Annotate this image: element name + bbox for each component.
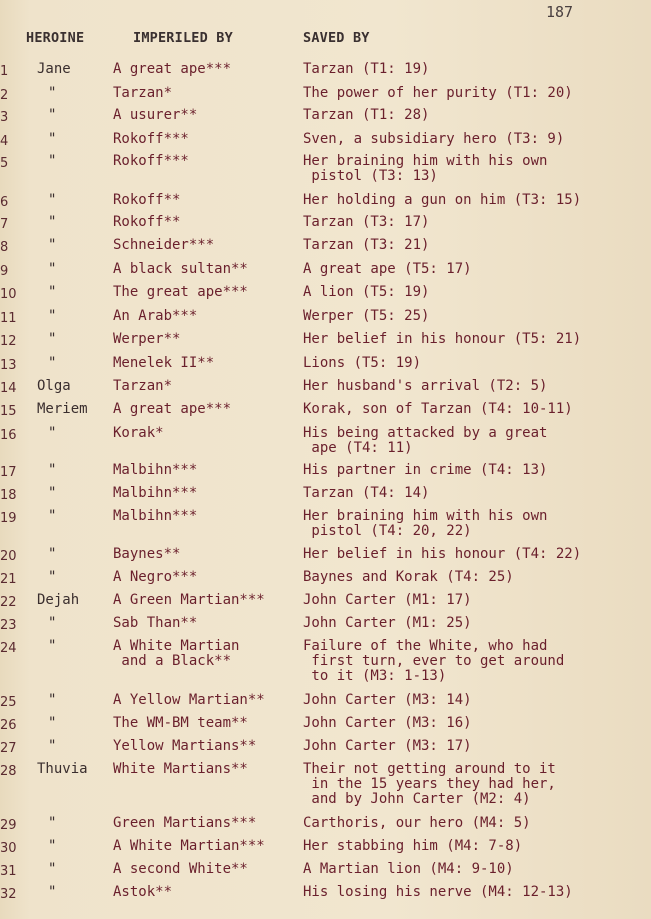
saved-by-cell: His being attacked by a great ape (T4: 11) (303, 425, 548, 456)
imperiled-by-cell: Malbihn*** (113, 508, 198, 524)
col-header-saved-by: SAVED BY (303, 30, 370, 46)
row-number: 30 (0, 841, 17, 856)
heroine-cell: Thuvia (37, 761, 88, 777)
imperiled-by-cell: Rokoff*** (113, 153, 189, 169)
imperiled-by-cell: Korak* (113, 425, 164, 441)
saved-by-cell: John Carter (M3: 14) (303, 692, 472, 708)
imperiled-by-cell: Malbihn*** (113, 462, 198, 478)
imperiled-by-cell: Werper** (113, 331, 181, 347)
heroine-cell: " (48, 107, 57, 123)
imperiled-by-cell: A second White** (113, 861, 248, 877)
saved-by-cell: A great ape (T5: 17) (303, 261, 472, 277)
heroine-cell: " (48, 131, 57, 147)
imperiled-by-cell: A White Martian*** (113, 838, 265, 854)
heroine-cell: " (48, 308, 57, 324)
row-number: 9 (0, 264, 9, 279)
row-number: 24 (0, 641, 17, 656)
saved-by-cell: John Carter (M3: 16) (303, 715, 472, 731)
row-number: 22 (0, 595, 17, 610)
heroine-cell: " (48, 237, 57, 253)
row-number: 11 (0, 311, 17, 326)
heroine-cell: " (48, 261, 57, 277)
col-header-heroine: HEROINE (26, 30, 85, 46)
imperiled-by-cell: Tarzan* (113, 85, 173, 101)
saved-by-cell: Their not getting around to it in the 15 years they had her, and by John Carter (M2: 4) (303, 761, 556, 807)
saved-by-cell: Korak, son of Tarzan (T4: 10-11) (303, 401, 573, 417)
saved-by-cell: John Carter (M1: 17) (303, 592, 472, 608)
imperiled-by-cell: A Negro*** (113, 569, 198, 585)
saved-by-cell: Tarzan (T4: 14) (303, 485, 430, 501)
heroine-cell: " (48, 861, 57, 877)
saved-by-cell: John Carter (M3: 17) (303, 738, 472, 754)
imperiled-by-cell: Tarzan* (113, 378, 173, 394)
saved-by-cell: Her husband's arrival (T2: 5) (303, 378, 548, 394)
row-number: 2 (0, 88, 9, 103)
saved-by-cell: Her holding a gun on him (T3: 15) (303, 192, 582, 208)
heroine-cell: " (48, 355, 57, 371)
heroine-cell: " (48, 692, 57, 708)
imperiled-by-cell: Astok** (113, 884, 173, 900)
row-number: 6 (0, 195, 9, 210)
page-number: 187 (546, 3, 574, 21)
row-number: 29 (0, 818, 17, 833)
heroine-cell: " (48, 615, 57, 631)
heroine-cell: " (48, 153, 57, 169)
heroine-cell: " (48, 715, 57, 731)
saved-by-cell: Failure of the White, who had first turn, ever to get around to it (M3: 1-13) (303, 638, 565, 684)
imperiled-by-cell: Sab Than** (113, 615, 198, 631)
row-number: 14 (0, 381, 17, 396)
row-number: 5 (0, 156, 9, 171)
heroine-cell: " (48, 638, 57, 654)
imperiled-by-cell: A Yellow Martian** (113, 692, 265, 708)
row-number: 8 (0, 240, 9, 255)
row-number: 18 (0, 488, 17, 503)
imperiled-by-cell: Malbihn*** (113, 485, 198, 501)
row-number: 32 (0, 887, 17, 902)
saved-by-cell: A lion (T5: 19) (303, 284, 430, 300)
heroine-cell: Meriem (37, 401, 88, 417)
row-number: 25 (0, 695, 17, 710)
saved-by-cell: A Martian lion (M4: 9-10) (303, 861, 514, 877)
heroine-cell: " (48, 85, 57, 101)
saved-by-cell: His losing his nerve (M4: 12-13) (303, 884, 573, 900)
row-number: 26 (0, 718, 17, 733)
imperiled-by-cell: Rokoff*** (113, 131, 189, 147)
heroine-cell: " (48, 331, 57, 347)
saved-by-cell: Sven, a subsidiary hero (T3: 9) (303, 131, 565, 147)
heroine-cell: " (48, 192, 57, 208)
saved-by-cell: Lions (T5: 19) (303, 355, 422, 371)
row-number: 27 (0, 741, 17, 756)
row-number: 15 (0, 404, 17, 419)
heroine-cell: " (48, 569, 57, 585)
row-number: 20 (0, 549, 17, 564)
imperiled-by-cell: Rokoff** (113, 214, 181, 230)
heroine-cell: " (48, 284, 57, 300)
row-number: 21 (0, 572, 17, 587)
row-number: 19 (0, 511, 17, 526)
saved-by-cell: John Carter (M1: 25) (303, 615, 472, 631)
imperiled-by-cell: A White Martian and a Black** (113, 638, 240, 669)
imperiled-by-cell: The great ape*** (113, 284, 248, 300)
row-number: 16 (0, 428, 17, 443)
heroine-cell: " (48, 884, 57, 900)
imperiled-by-cell: Rokoff** (113, 192, 181, 208)
saved-by-cell: The power of her purity (T1: 20) (303, 85, 573, 101)
imperiled-by-cell: Baynes** (113, 546, 181, 562)
imperiled-by-cell: A Green Martian*** (113, 592, 265, 608)
saved-by-cell: Her braining him with his own pistol (T4: 20, 22) (303, 508, 548, 539)
heroine-cell: " (48, 738, 57, 754)
imperiled-by-cell: White Martians** (113, 761, 248, 777)
row-number: 3 (0, 110, 9, 125)
heroine-cell: " (48, 214, 57, 230)
imperiled-by-cell: Green Martians*** (113, 815, 257, 831)
saved-by-cell: Her stabbing him (M4: 7-8) (303, 838, 523, 854)
imperiled-by-cell: A great ape*** (113, 61, 232, 77)
saved-by-cell: Tarzan (T1: 28) (303, 107, 430, 123)
saved-by-cell: His partner in crime (T4: 13) (303, 462, 548, 478)
row-number: 12 (0, 334, 17, 349)
heroine-cell: " (48, 546, 57, 562)
row-number: 23 (0, 618, 17, 633)
row-number: 4 (0, 134, 9, 149)
row-number: 1 (0, 64, 9, 79)
saved-by-cell: Her braining him with his own pistol (T3: 13) (303, 153, 548, 184)
row-number: 13 (0, 358, 17, 373)
imperiled-by-cell: Schneider*** (113, 237, 215, 253)
imperiled-by-cell: A usurer** (113, 107, 198, 123)
saved-by-cell: Her belief in his honour (T4: 22) (303, 546, 582, 562)
heroine-cell: " (48, 485, 57, 501)
row-number: 7 (0, 217, 9, 232)
imperiled-by-cell: The WM-BM team** (113, 715, 248, 731)
heroine-cell: " (48, 838, 57, 854)
imperiled-by-cell: Yellow Martians** (113, 738, 257, 754)
imperiled-by-cell: A great ape*** (113, 401, 232, 417)
heroine-cell: " (48, 508, 57, 524)
heroine-cell: " (48, 425, 57, 441)
heroine-cell: " (48, 815, 57, 831)
heroine-cell: " (48, 462, 57, 478)
heroine-cell: Jane (37, 61, 71, 77)
saved-by-cell: Her belief in his honour (T5: 21) (303, 331, 582, 347)
imperiled-by-cell: A black sultan** (113, 261, 248, 277)
imperiled-by-cell: An Arab*** (113, 308, 198, 324)
heroine-cell: Dejah (37, 592, 80, 608)
saved-by-cell: Baynes and Korak (T4: 25) (303, 569, 514, 585)
saved-by-cell: Carthoris, our hero (M4: 5) (303, 815, 531, 831)
imperiled-by-cell: Menelek II** (113, 355, 215, 371)
row-number: 10 (0, 287, 17, 302)
col-header-imperiled-by: IMPERILED BY (133, 30, 233, 46)
row-number: 31 (0, 864, 17, 879)
row-number: 17 (0, 465, 17, 480)
heroine-cell: Olga (37, 378, 71, 394)
saved-by-cell: Werper (T5: 25) (303, 308, 430, 324)
saved-by-cell: Tarzan (T3: 21) (303, 237, 430, 253)
saved-by-cell: Tarzan (T1: 19) (303, 61, 430, 77)
row-number: 28 (0, 764, 17, 779)
saved-by-cell: Tarzan (T3: 17) (303, 214, 430, 230)
